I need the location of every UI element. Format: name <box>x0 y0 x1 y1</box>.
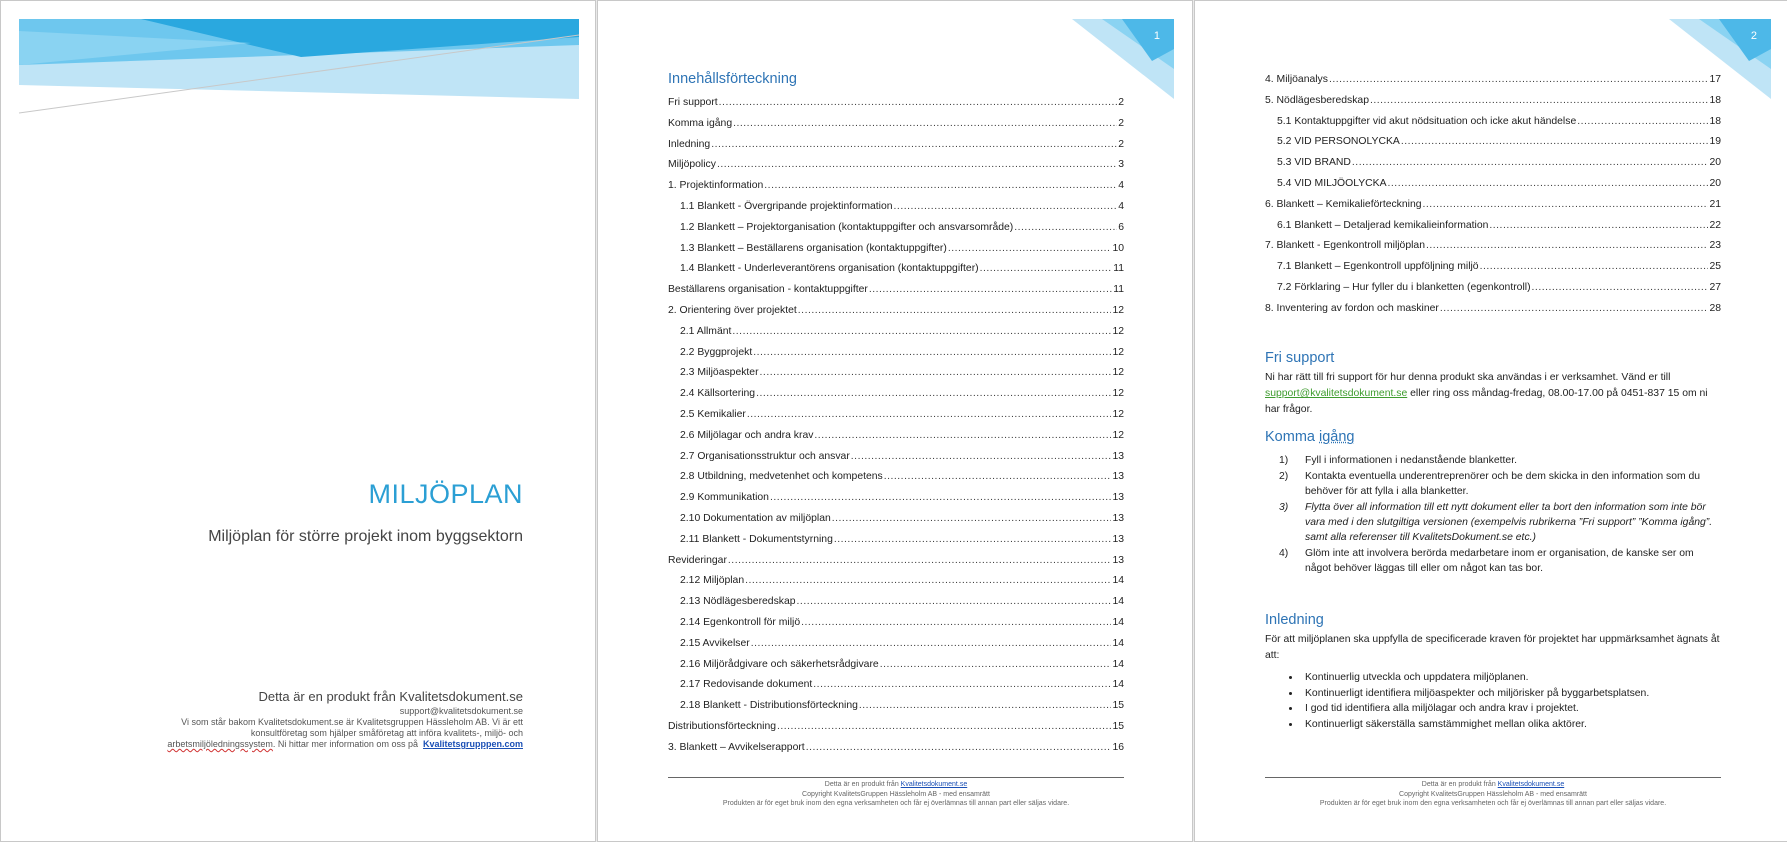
toc-leader-dots <box>760 363 1112 384</box>
toc-entry-label: 2.1 Allmänt <box>680 325 732 337</box>
toc-entry-page: 13 <box>1112 554 1124 566</box>
cover-title: MILJÖPLAN <box>368 479 523 509</box>
toc-leader-dots <box>948 239 1112 260</box>
step-text: Glöm inte att involvera berörda medarbetare inom er organisation, de kanske ser om något behöver läggas till eller om något kan tas bor. <box>1305 548 1694 574</box>
toc-entry[interactable] <box>1265 174 1721 195</box>
toc-entry-page: 6 <box>1118 221 1124 233</box>
toc-entry[interactable] <box>668 322 1124 343</box>
toc-entry-label: Distributionsförteckning <box>668 720 776 732</box>
toc-leader-dots <box>745 571 1111 592</box>
toc-entry-page: 13 <box>1112 533 1124 545</box>
toc-entry[interactable] <box>1265 91 1721 112</box>
toc-leader-dots <box>801 613 1111 634</box>
toc-entry[interactable] <box>668 343 1124 364</box>
toc-leader-dots <box>751 634 1112 655</box>
toc-entry-label: 2.13 Nödlägesberedskap <box>680 596 796 608</box>
toc-leader-dots <box>1577 112 1708 133</box>
toc-entry[interactable] <box>668 655 1124 676</box>
toc-entry-page: 15 <box>1112 720 1124 732</box>
toc-entry-label: 5.1 Kontaktuppgifter vid akut nödsituation och icke akut händelse <box>1277 115 1577 127</box>
support-text-1: Ni har rätt till fri support för hur denna produkt ska användas i er verksamhet. Vänd er till <box>1265 372 1671 383</box>
cover-banner <box>1 1 596 131</box>
toc-entry-page: 12 <box>1112 367 1124 379</box>
toc-entry-label: 2.15 Avvikelser <box>680 637 750 649</box>
bullet-item: • Kontinuerligt identifiera miljöaspekter och miljörisker på byggarbetsplatsen. <box>1301 686 1721 702</box>
footer-copyright: Copyright KvalitetsGruppen Hässleholm AB - med ensamrätt <box>802 790 990 798</box>
toc-entry-label: 2.14 Egenkontroll för miljö <box>680 616 801 628</box>
toc-leader-dots <box>728 551 1112 572</box>
footer-notice: Produkten är för eget bruk inom den egna verksamheten och får ej överlämnas till annan part eller säljas vidare. <box>722 800 1070 807</box>
toc-entry[interactable] <box>668 197 1124 218</box>
toc-entry-page: 4 <box>1118 180 1124 192</box>
getting-started-heading-b: igång <box>1319 429 1355 445</box>
toc-entry[interactable] <box>1265 299 1721 320</box>
toc-entry-label: 2.10 Dokumentation av miljöplan <box>680 512 831 524</box>
toc-leader-dots <box>1480 257 1709 278</box>
page-footer <box>1265 777 1721 809</box>
toc-entry[interactable] <box>668 551 1124 572</box>
toc-leader-dots <box>711 135 1117 156</box>
footer-line1: Detta är en produkt från <box>824 781 901 788</box>
toc-entry-label: 2.11 Blankett - Dokumentstyrning <box>680 533 833 545</box>
toc-entry-page: 13 <box>1112 471 1124 483</box>
table-of-contents-continued <box>1265 70 1721 320</box>
toc-entry-label: Beställarens organisation - kontaktuppgifter <box>668 284 868 296</box>
step-number: 2) <box>1279 471 1289 482</box>
toc-entry[interactable] <box>668 488 1124 509</box>
section-support <box>1265 350 1721 418</box>
getting-started-heading <box>1265 429 1721 445</box>
toc-entry-label: 2.18 Blankett - Distributionsförteckning <box>680 700 858 712</box>
toc-entry[interactable] <box>668 717 1124 738</box>
toc-entry-label: 8. Inventering av fordon och maskiner <box>1265 302 1439 314</box>
toc-leader-dots <box>880 655 1112 676</box>
toc-entry-page: 27 <box>1709 281 1721 293</box>
toc-entry-label: Miljöpolicy <box>668 159 716 171</box>
toc-entry-page: 18 <box>1709 94 1721 106</box>
toc-leader-dots <box>1014 218 1117 239</box>
bullet-item: • Kontinuerligt säkerställa samstämmighet mellan olika aktörer. <box>1301 717 1721 733</box>
section-introduction <box>1265 612 1721 732</box>
step-number: 3) <box>1279 502 1289 513</box>
cover-about-3a: arbetsmiljöledningssystem <box>167 739 273 749</box>
toc-entry[interactable] <box>668 675 1124 696</box>
toc-leader-dots <box>1489 216 1708 237</box>
toc-entry-page: 13 <box>1112 512 1124 524</box>
toc-entry[interactable] <box>1265 257 1721 278</box>
toc-entry-page: 18 <box>1709 115 1721 127</box>
cover-about-2: konsultföretag som hjälper småföretag att införa kvalitets-, miljö- och <box>250 728 523 738</box>
toc-entry-label: 5.3 VID BRAND <box>1277 157 1351 169</box>
toc-entry-label: 1.2 Blankett – Projektorganisation (kontaktuppgifter och ansvarsområde) <box>680 221 1014 233</box>
toc-entry-label: 7.1 Blankett – Egenkontroll uppföljning miljö <box>1277 261 1479 273</box>
toc-entry-label: 2.8 Utbildning, medvetenhet och kompetens <box>680 471 883 483</box>
toc-entry-page: 14 <box>1112 575 1124 587</box>
toc-entry[interactable] <box>668 301 1124 322</box>
intro-text: För att miljöplanen ska uppfylla de specificerade kraven för projektet har uppmärksamhet ägnats åt att: <box>1265 634 1720 661</box>
toc-entry-page: 14 <box>1112 658 1124 670</box>
support-text <box>1265 370 1721 418</box>
toc-entry[interactable] <box>668 114 1124 135</box>
toc-entry-label: 6. Blankett – Kemikalieförteckning <box>1265 198 1422 210</box>
toc-entry-page: 23 <box>1709 240 1721 252</box>
step-number: 1) <box>1279 455 1289 466</box>
toc-entry-page: 14 <box>1112 596 1124 608</box>
toc-entry[interactable] <box>668 384 1124 405</box>
toc-entry-label: Fri support <box>668 97 718 108</box>
toc-leader-dots <box>747 405 1112 426</box>
toc-entry[interactable] <box>1265 70 1721 91</box>
toc-leader-dots <box>756 384 1111 405</box>
toc-entry-label: 2.16 Miljörådgivare och säkerhetsrådgivare <box>680 658 879 670</box>
toc-title: Innehållsförteckning <box>668 71 797 87</box>
toc-entry-page: 12 <box>1112 388 1124 400</box>
toc-leader-dots <box>719 93 1118 114</box>
toc-leader-dots <box>894 197 1118 218</box>
toc-entry-label: 7. Blankett - Egenkontroll miljöplan <box>1265 240 1425 252</box>
toc-leader-dots <box>1423 195 1709 216</box>
cover-about-link[interactable]: Kvalitetsgrupppen.com <box>422 739 523 749</box>
footer-link[interactable]: Kvalitetsdokument.se <box>1497 781 1565 788</box>
toc-entry[interactable] <box>668 259 1124 280</box>
support-text-2: eller ring oss måndag-fredag, 08.00-17.00 på 0451-837 15 om ni har frågor. <box>1265 388 1708 415</box>
toc-entry[interactable] <box>668 592 1124 613</box>
toc-entry-label: 2.7 Organisationsstruktur och ansvar <box>680 450 850 462</box>
step-number: 4) <box>1279 548 1289 559</box>
toc-entry-label: 1. Projektinformation <box>668 180 764 192</box>
toc-entry[interactable] <box>1265 278 1721 299</box>
toc-leader-dots <box>1401 132 1709 153</box>
step-item <box>1279 500 1721 545</box>
toc-entry-label: 5.4 VID MILJÖOLYCKA <box>1277 177 1387 189</box>
toc-entry-page: 11 <box>1113 284 1124 296</box>
toc-leader-dots <box>1440 299 1709 320</box>
toc-entry[interactable] <box>668 509 1124 530</box>
toc-leader-dots <box>1352 153 1709 174</box>
toc-entry[interactable] <box>1265 132 1721 153</box>
toc-entry-page: 3 <box>1118 159 1124 171</box>
intro-bullets <box>1265 670 1721 732</box>
toc-entry[interactable] <box>1265 195 1721 216</box>
toc-entry-label: 4. Miljöanalys <box>1265 74 1328 85</box>
toc-entry-page: 28 <box>1709 302 1721 314</box>
toc-entry-page: 19 <box>1709 136 1721 148</box>
toc-entry-page: 14 <box>1112 679 1124 691</box>
toc-entry[interactable] <box>668 176 1124 197</box>
toc-leader-dots <box>1532 278 1709 299</box>
toc-leader-dots <box>834 530 1112 551</box>
toc-leader-dots <box>814 426 1111 447</box>
toc-leader-dots <box>797 592 1112 613</box>
toc-entry[interactable] <box>668 447 1124 468</box>
toc-entry-label: 3. Blankett – Avvikelserapport <box>668 741 805 753</box>
toc-entry-label: 2.3 Miljöaspekter <box>680 367 759 379</box>
toc-entry[interactable] <box>668 738 1124 759</box>
toc-entry[interactable] <box>668 155 1124 176</box>
toc-entry-page: 10 <box>1112 242 1124 254</box>
toc-entry-label: Revideringar <box>668 554 727 566</box>
step-text: Kontakta eventuella underentreprenörer och be dem skicka in den information som du behöver för att fylla i alla blanketter. <box>1305 471 1701 497</box>
toc-entry-page: 16 <box>1112 741 1124 753</box>
toc-entry-label: 2.17 Redovisande dokument <box>680 679 813 691</box>
support-heading: Fri support <box>1265 350 1335 366</box>
toc-entry-page: 12 <box>1112 408 1124 420</box>
toc-entry-page: 12 <box>1112 346 1124 358</box>
steps-list <box>1265 453 1721 576</box>
toc-entry[interactable] <box>668 280 1124 301</box>
toc-entry-page: 2 <box>1118 117 1124 129</box>
toc-entry[interactable] <box>1265 112 1721 133</box>
toc-entry-page: 17 <box>1709 74 1721 85</box>
toc-entry-label: 7.2 Förklaring – Hur fyller du i blanketten (egenkontroll) <box>1277 281 1531 293</box>
cover-product-line: Detta är en produkt från Kvalitetsdokument.se <box>258 689 523 704</box>
toc-entry[interactable] <box>668 467 1124 488</box>
cover-info <box>143 689 523 750</box>
toc-entry-page: 11 <box>1113 263 1124 275</box>
toc-entry-page: 15 <box>1112 700 1124 712</box>
toc-leader-dots <box>832 509 1112 530</box>
step-item <box>1279 469 1721 499</box>
toc-entry[interactable] <box>668 613 1124 634</box>
page-number: 2 <box>1750 30 1757 42</box>
toc-entry-label: 2.2 Byggprojekt <box>680 346 753 358</box>
toc-entry[interactable] <box>1265 236 1721 257</box>
toc-entry[interactable] <box>1265 216 1721 237</box>
toc-entry-page: 13 <box>1112 492 1124 504</box>
toc-entry[interactable] <box>1265 153 1721 174</box>
step-item <box>1279 453 1721 468</box>
toc-entry-page: 21 <box>1709 198 1721 210</box>
content-page <box>1194 0 1787 842</box>
toc-leader-dots <box>980 259 1113 280</box>
step-emphasis: (exempelvis rubrikerna ”Fri support” ”Komma igång”. samt alla referenser till KvalitetsDokument.se etc.) <box>1305 517 1713 543</box>
toc-entry-label: 2. Orientering över projektet <box>668 304 797 316</box>
toc-entry-page: 2 <box>1118 138 1124 150</box>
toc-entry-label: 2.12 Miljöplan <box>680 575 745 587</box>
cover-email: support@kvalitetsdokument.se <box>399 706 523 716</box>
toc-entry-label: Inledning <box>668 138 711 150</box>
getting-started-heading-a: Komma <box>1265 429 1319 445</box>
toc-entry-page: 25 <box>1709 261 1721 273</box>
toc-leader-dots <box>777 717 1111 738</box>
section-getting-started <box>1265 429 1721 577</box>
toc-entry-page: 22 <box>1709 219 1721 231</box>
cover-page <box>0 0 596 842</box>
toc-leader-dots <box>813 675 1111 696</box>
toc-leader-dots <box>770 488 1111 509</box>
toc-leader-dots <box>1329 70 1708 91</box>
toc-entry-page: 13 <box>1112 450 1124 462</box>
toc-entry-label: 5.2 VID PERSONOLYCKA <box>1277 136 1400 148</box>
cover-subtitle: Miljöplan för större projekt inom byggsektorn <box>208 528 523 545</box>
toc-page <box>597 0 1193 842</box>
toc-entry[interactable] <box>668 530 1124 551</box>
toc-leader-dots <box>859 696 1112 717</box>
toc-leader-dots <box>1370 91 1708 112</box>
toc-entry[interactable] <box>668 571 1124 592</box>
toc-entry-label: Komma igång <box>668 117 733 129</box>
toc-leader-dots <box>732 322 1111 343</box>
toc-entry-page: 4 <box>1118 200 1124 212</box>
footer-notice: Produkten är för eget bruk inom den egna verksamheten och får ej överlämnas till annan part eller säljas vidare. <box>1319 800 1667 807</box>
toc-leader-dots <box>717 155 1117 176</box>
support-email-link[interactable]: support@kvalitetsdokument.se <box>1265 388 1408 399</box>
cover-about-3 <box>143 739 523 750</box>
step-text: Fyll i informationen i nedanstående blanketter. <box>1305 455 1517 466</box>
toc-entry-page: 2 <box>1118 97 1124 108</box>
toc-entry-label: 2.4 Källsortering <box>680 388 756 400</box>
toc-entry-page: 20 <box>1709 177 1721 189</box>
intro-heading: Inledning <box>1265 612 1324 628</box>
toc-leader-dots <box>869 280 1112 301</box>
toc-entry[interactable] <box>668 239 1124 260</box>
toc-entry[interactable] <box>668 218 1124 239</box>
bullet-item: • Kontinuerlig utveckla och uppdatera miljöplanen. <box>1301 670 1721 686</box>
toc-leader-dots <box>1426 236 1708 257</box>
step-item <box>1279 546 1721 576</box>
page-footer <box>668 777 1124 809</box>
toc-leader-dots <box>764 176 1117 197</box>
cover-about-1: Vi som står bakom Kvalitetsdokument.se är Kvalitetsgruppen Hässleholm AB. Vi är ett <box>181 717 523 727</box>
bullet-item: • I god tid identifiera alla miljölagar och andra krav i projektet. <box>1301 701 1721 717</box>
toc-entry-label: 5. Nödlägesberedskap <box>1265 94 1369 106</box>
cover-about-3b: . Ni hittar mer information om oss på <box>272 739 418 749</box>
toc-leader-dots <box>806 738 1112 759</box>
step-text: Flytta över all information till ett nytt dokument eller ta bort den information som inte bör vara med i den slutgiltiga versionen <box>1305 502 1706 528</box>
footer-copyright: Copyright KvalitetsGruppen Hässleholm AB - med ensamrätt <box>1399 790 1587 798</box>
toc-entry-label: 2.9 Kommunikation <box>680 492 769 504</box>
footer-link[interactable]: Kvalitetsdokument.se <box>900 781 968 788</box>
page-number: 1 <box>1153 30 1160 42</box>
toc-leader-dots <box>733 114 1117 135</box>
toc-leader-dots <box>798 301 1112 322</box>
toc-entry-page: 12 <box>1112 429 1124 441</box>
toc-leader-dots <box>753 343 1111 364</box>
toc-entry[interactable] <box>668 634 1124 655</box>
toc-entry[interactable] <box>668 426 1124 447</box>
toc-leader-dots <box>851 447 1112 468</box>
toc-entry-label: 6.1 Blankett – Detaljerad kemikalieinformation <box>1277 219 1489 231</box>
footer-line1: Detta är en produkt från <box>1421 781 1498 788</box>
toc-entry[interactable] <box>668 135 1124 156</box>
table-of-contents <box>668 71 1124 759</box>
toc-entry-label: 2.5 Kemikalier <box>680 408 746 420</box>
toc-entry-page: 14 <box>1112 616 1124 628</box>
toc-leader-dots <box>1388 174 1709 195</box>
toc-entry-label: 1.3 Blankett – Beställarens organisation (kontaktuppgifter) <box>680 242 947 254</box>
toc-entry-page: 20 <box>1709 157 1721 169</box>
toc-entry-page: 14 <box>1112 637 1124 649</box>
toc-entry-label: 2.6 Miljölagar och andra krav <box>680 429 814 441</box>
toc-entry-label: 1.4 Blankett - Underleverantörens organisation (kontaktuppgifter) <box>680 263 979 275</box>
toc-entry[interactable] <box>668 93 1124 114</box>
toc-entry[interactable] <box>668 363 1124 384</box>
toc-entry[interactable] <box>668 405 1124 426</box>
toc-entry-page: 12 <box>1112 325 1124 337</box>
toc-entry-label: 1.1 Blankett - Övergripande projektinformation <box>680 200 893 212</box>
toc-entry-page: 12 <box>1112 304 1124 316</box>
toc-entry[interactable] <box>668 696 1124 717</box>
toc-leader-dots <box>884 467 1112 488</box>
